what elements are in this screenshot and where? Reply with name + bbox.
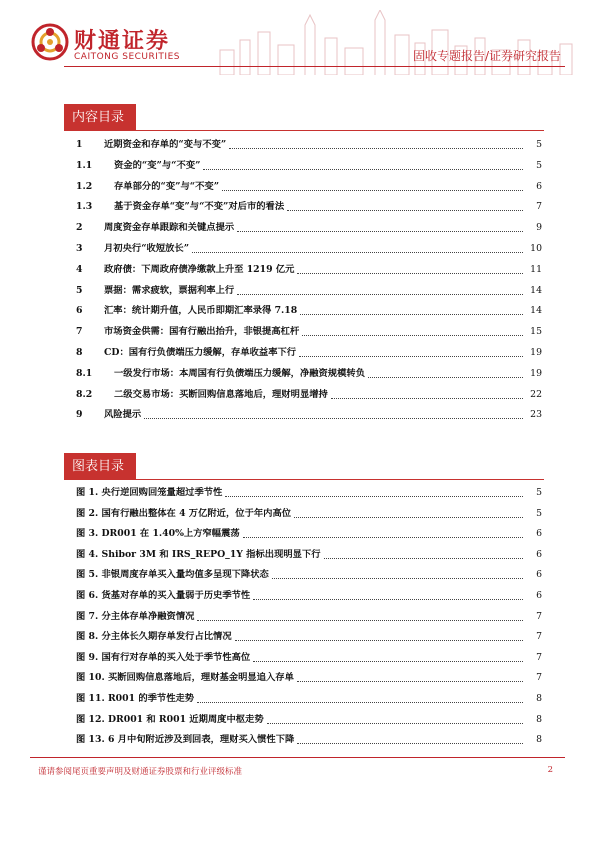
toc-entry[interactable] bbox=[76, 346, 542, 360]
figure-dot-leader bbox=[197, 619, 523, 621]
figure-entry-text: 图 12. DR001 和 R001 近期周度中枢走势 bbox=[76, 713, 264, 725]
report-type-label: 固收专题报告/证券研究报告 bbox=[412, 49, 561, 63]
header-divider bbox=[64, 66, 565, 67]
caitong-logo-icon bbox=[30, 22, 70, 62]
figure-entry-page: 6 bbox=[536, 528, 542, 540]
figures-section-header bbox=[64, 453, 544, 480]
figure-dot-leader bbox=[197, 701, 523, 703]
figure-entry[interactable] bbox=[76, 692, 542, 706]
figure-entry-text: 图 1. 央行逆回购回笼量超过季节性 bbox=[76, 487, 223, 498]
toc-entry[interactable] bbox=[76, 304, 542, 318]
toc-entry-number: 5 bbox=[76, 284, 83, 296]
figures-title: 图表目录 bbox=[64, 453, 136, 480]
toc-entry-number: 8 bbox=[76, 347, 83, 358]
toc-entry[interactable] bbox=[76, 159, 542, 173]
figure-entry-text: 图 9. 国有行对存单的买入处于季节性高位 bbox=[76, 651, 251, 663]
toc-dot-leader bbox=[331, 397, 523, 399]
toc-entry-number: 4 bbox=[76, 263, 83, 275]
toc-entry[interactable] bbox=[76, 263, 542, 277]
logo-english-text: CAITONG SECURITIES bbox=[74, 52, 180, 62]
toc-entry-page: 10 bbox=[530, 243, 542, 254]
toc-entry-number: 1 bbox=[76, 139, 83, 150]
toc-entry-number: 1.1 bbox=[76, 159, 93, 171]
toc-entry[interactable] bbox=[76, 138, 542, 152]
toc-entry[interactable] bbox=[76, 367, 542, 381]
figure-entry-page: 7 bbox=[536, 651, 542, 663]
figure-entry[interactable] bbox=[76, 548, 542, 562]
figure-dot-leader bbox=[297, 680, 523, 682]
figure-entry-page: 8 bbox=[536, 713, 542, 725]
toc-entry-number: 6 bbox=[76, 305, 83, 317]
toc-dot-leader bbox=[203, 168, 523, 170]
figure-entry[interactable] bbox=[76, 568, 542, 582]
figure-dot-leader bbox=[225, 495, 523, 497]
figure-entry[interactable] bbox=[76, 671, 542, 685]
figure-dot-leader bbox=[324, 557, 523, 559]
toc-entry-page: 23 bbox=[530, 409, 542, 421]
figure-entry-page: 7 bbox=[536, 672, 542, 684]
toc-entry-text: 票据：需求疲软，票据利率上行 bbox=[104, 284, 235, 296]
toc-entry-page: 6 bbox=[536, 180, 542, 192]
figure-dot-leader bbox=[253, 660, 523, 662]
toc-entry-page: 19 bbox=[530, 367, 542, 379]
figure-entry-text: 图 11. R001 的季节性走势 bbox=[76, 693, 195, 704]
toc-dot-leader bbox=[229, 147, 523, 149]
toc-entry-number: 8.2 bbox=[76, 388, 93, 400]
figure-entry[interactable] bbox=[76, 527, 542, 541]
page-number: 2 bbox=[547, 765, 553, 775]
toc-entry-page: 14 bbox=[530, 305, 542, 317]
toc-dot-leader bbox=[222, 189, 523, 191]
toc-entry[interactable] bbox=[76, 180, 542, 194]
toc-entry-text: 市场资金供需：国有行融出抬升，非银提高杠杆 bbox=[104, 326, 300, 338]
figure-entry[interactable] bbox=[76, 610, 542, 624]
figure-entry-page: 6 bbox=[536, 590, 542, 601]
toc-entry-number: 3 bbox=[76, 243, 83, 254]
caitong-logo bbox=[30, 22, 180, 66]
figure-entry-text: 图 5. 非银周度存单买入量均值多呈现下降状态 bbox=[76, 569, 269, 581]
toc-dot-leader bbox=[302, 334, 523, 336]
toc-entry[interactable] bbox=[76, 325, 542, 339]
figure-dot-leader bbox=[272, 577, 523, 579]
figure-entry[interactable] bbox=[76, 630, 542, 644]
toc-entry[interactable] bbox=[76, 408, 542, 422]
toc-entry-text: 资金的“变”与“不变” bbox=[114, 159, 201, 171]
toc-dot-leader bbox=[192, 251, 523, 253]
toc-entry[interactable] bbox=[76, 242, 542, 256]
toc-entry-number: 1.3 bbox=[76, 201, 93, 213]
toc-entry[interactable] bbox=[76, 284, 542, 298]
figure-entry-text: 图 4. Shibor 3M 和 IRS_REPO_1Y 指标出现明显下行 bbox=[76, 548, 321, 560]
toc-entry-page: 22 bbox=[530, 388, 542, 400]
figure-entry-page: 5 bbox=[536, 507, 542, 519]
figure-entry-text: 图 13. 6 月中旬附近涉及到回表，理财买入惯性下降 bbox=[76, 734, 295, 746]
figure-entry[interactable] bbox=[76, 507, 542, 521]
toc-entry-text: 一级发行市场：本周国有行负债端压力缓解，净融资规模转负 bbox=[114, 367, 366, 379]
toc-entry-text: 汇率：统计期升值，人民币即期汇率录得 7.18 bbox=[104, 305, 298, 317]
toc-entry-text: 周度资金存单跟踪和关键点提示 bbox=[104, 222, 235, 234]
toc-entry-text: 政府债：下周政府债净缴款上升至 1219 亿元 bbox=[104, 263, 295, 275]
figure-entry-text: 图 6. 货基对存单的买入量弱于历史季节性 bbox=[76, 590, 251, 601]
logo-chinese-text: 财通证券 bbox=[74, 29, 171, 54]
toc-entry-number: 1.2 bbox=[76, 180, 93, 192]
toc-entry-text: 近期资金和存单的“变与不变” bbox=[104, 139, 227, 150]
figure-dot-leader bbox=[235, 639, 523, 641]
toc-dot-leader bbox=[300, 313, 523, 315]
figure-entry[interactable] bbox=[76, 733, 542, 747]
figure-entry-text: 图 10. 买断回购信息落地后，理财基金明显追入存单 bbox=[76, 672, 294, 684]
toc-entry-page: 14 bbox=[530, 284, 542, 296]
toc-dot-leader bbox=[144, 417, 523, 419]
toc-dot-leader bbox=[297, 272, 523, 274]
figure-entry-text: 图 8. 分主体长久期存单发行占比情况 bbox=[76, 631, 232, 643]
toc-entry-page: 5 bbox=[536, 139, 542, 150]
toc-dot-leader bbox=[299, 355, 523, 357]
toc-entry-text: CD：国有行负债端压力缓解，存单收益率下行 bbox=[104, 347, 297, 358]
figure-entry-page: 7 bbox=[536, 631, 542, 643]
toc-section-header bbox=[64, 104, 544, 131]
toc-entry-page: 7 bbox=[536, 201, 542, 213]
toc-entry-text: 存单部分的“变”与“不变” bbox=[114, 180, 220, 192]
toc-entry-page: 5 bbox=[536, 159, 542, 171]
toc-entry-number: 9 bbox=[76, 409, 83, 421]
toc-entry-page: 19 bbox=[530, 347, 542, 358]
toc-entry[interactable] bbox=[76, 388, 542, 402]
toc-entry-page: 9 bbox=[536, 222, 542, 234]
footer-disclaimer: 谨请参阅尾页重要声明及财通证券股票和行业评级标准 bbox=[38, 767, 243, 777]
toc-dot-leader bbox=[237, 293, 523, 295]
figure-entry[interactable] bbox=[76, 651, 542, 665]
toc-entry-text: 基于资金存单“变”与“不变”对后市的看法 bbox=[114, 201, 285, 213]
toc-entry[interactable] bbox=[76, 221, 542, 235]
toc-dot-leader bbox=[368, 376, 523, 378]
toc-dot-leader bbox=[237, 230, 523, 232]
toc-dot-leader bbox=[287, 209, 523, 211]
toc-entry-page: 11 bbox=[530, 263, 542, 275]
figure-entry[interactable] bbox=[76, 713, 542, 727]
figure-entry-text: 图 2. 国有行融出整体在 4 万亿附近，位于年内高位 bbox=[76, 507, 292, 519]
figure-entry-text: 图 7. 分主体存单净融资情况 bbox=[76, 610, 195, 622]
figure-dot-leader bbox=[267, 722, 523, 724]
figure-entry-page: 8 bbox=[536, 734, 542, 746]
toc-entry-page: 15 bbox=[530, 326, 542, 338]
toc-entry-number: 8.1 bbox=[76, 367, 93, 379]
page-header bbox=[0, 0, 595, 100]
toc-entry-text: 二级交易市场：买断回购信息落地后，理财明显增持 bbox=[114, 388, 328, 400]
figure-dot-leader bbox=[297, 742, 523, 744]
figure-entry-text: 图 3. DR001 在 1.40%上方窄幅震荡 bbox=[76, 528, 240, 540]
toc-title: 内容目录 bbox=[64, 104, 136, 131]
toc-entry[interactable] bbox=[76, 200, 542, 214]
figure-dot-leader bbox=[294, 516, 523, 518]
figures-title-underline bbox=[64, 479, 544, 480]
figure-dot-leader bbox=[253, 598, 523, 600]
toc-title-underline bbox=[64, 130, 544, 131]
toc-entry-text: 月初央行“收短放长” bbox=[104, 243, 190, 254]
figure-entry[interactable] bbox=[76, 589, 542, 603]
toc-entry-text: 风险提示 bbox=[104, 409, 142, 421]
footer-divider bbox=[30, 757, 565, 758]
toc-entry-number: 2 bbox=[76, 222, 83, 234]
toc-entry-number: 7 bbox=[76, 326, 83, 338]
figure-entry-page: 6 bbox=[536, 569, 542, 581]
figure-dot-leader bbox=[243, 536, 523, 538]
figure-entry-page: 7 bbox=[536, 610, 542, 622]
figure-entry-page: 5 bbox=[536, 487, 542, 498]
figure-entry-page: 8 bbox=[536, 693, 542, 704]
figure-entry-page: 6 bbox=[536, 548, 542, 560]
figure-entry[interactable] bbox=[76, 486, 542, 500]
